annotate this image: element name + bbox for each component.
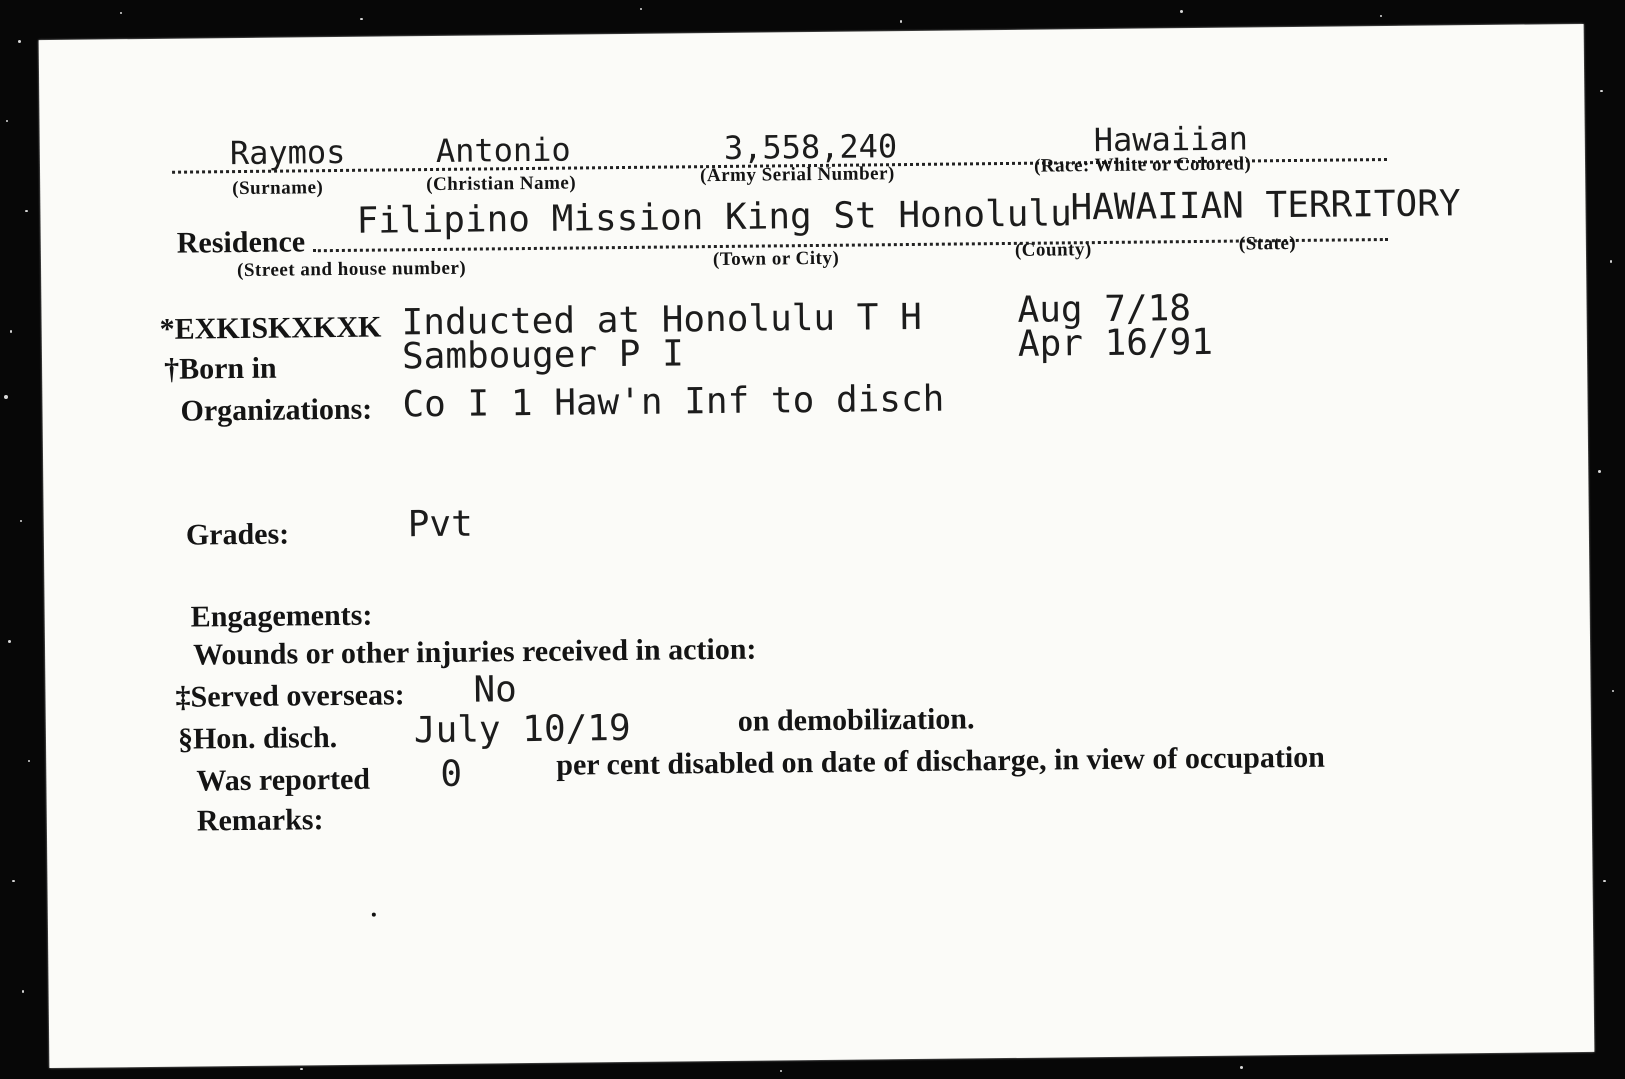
disabled-label: Was reported — [196, 762, 371, 798]
disabled-suffix: per cent disabled on date of discharge, in view of occupation — [556, 740, 1326, 782]
serial-number-value: 3,558,240 — [723, 127, 898, 167]
race-caption: (Race: White or Colored) — [1033, 153, 1252, 177]
served-overseas-label: ‡Served overseas: — [175, 678, 405, 714]
enlisted-label: *EXKISKXKXK — [159, 310, 382, 346]
record-card — [39, 24, 1595, 1068]
remarks-label: Remarks: — [196, 803, 324, 838]
disabled-percent: 0 — [440, 753, 463, 795]
county-caption: (County) — [1014, 239, 1092, 261]
stray-ink-dot — [372, 913, 376, 917]
surname-value: Raymos — [229, 132, 346, 173]
surname-caption: (Surname) — [232, 177, 324, 200]
race-value: Hawaiian — [1093, 119, 1249, 160]
residence-line-value: Filipino Mission King St Honolulu — [356, 193, 1073, 242]
enlisted-date: Aug 7/18 — [1017, 288, 1192, 331]
engagements-label: Engagements: — [190, 598, 373, 634]
wounds-label: Wounds or other injuries received in action: — [192, 632, 757, 672]
state-caption: (State) — [1238, 232, 1297, 255]
born-date: Apr 16/91 — [1017, 321, 1214, 365]
grades-value: Pvt — [407, 503, 473, 546]
born-label: †Born in — [163, 351, 277, 386]
organizations-value: Co I 1 Haw'n Inf to disch — [402, 378, 945, 426]
town-caption: (Town or City) — [712, 247, 840, 271]
christian-name-value: Antonio — [435, 130, 571, 170]
serial-number-caption: (Army Serial Number) — [700, 163, 895, 187]
christian-name-caption: (Christian Name) — [426, 172, 577, 196]
born-value: Sambouger P I — [401, 333, 684, 378]
residence-label: Residence — [176, 225, 306, 260]
hon-disch-label: §Hon. disch. — [177, 721, 338, 756]
street-caption: (Street and house number) — [236, 257, 467, 282]
residence-state-value: HAWAIIAN TERRITORY — [1070, 183, 1461, 229]
served-overseas-value: No — [473, 669, 518, 711]
hon-disch-date: July 10/19 — [413, 707, 631, 752]
hon-disch-suffix: on demobilization. — [737, 702, 975, 738]
organizations-label: Organizations: — [180, 392, 373, 428]
enlisted-value: Inducted at Honolulu T H — [401, 296, 922, 344]
grades-label: Grades: — [185, 517, 290, 552]
